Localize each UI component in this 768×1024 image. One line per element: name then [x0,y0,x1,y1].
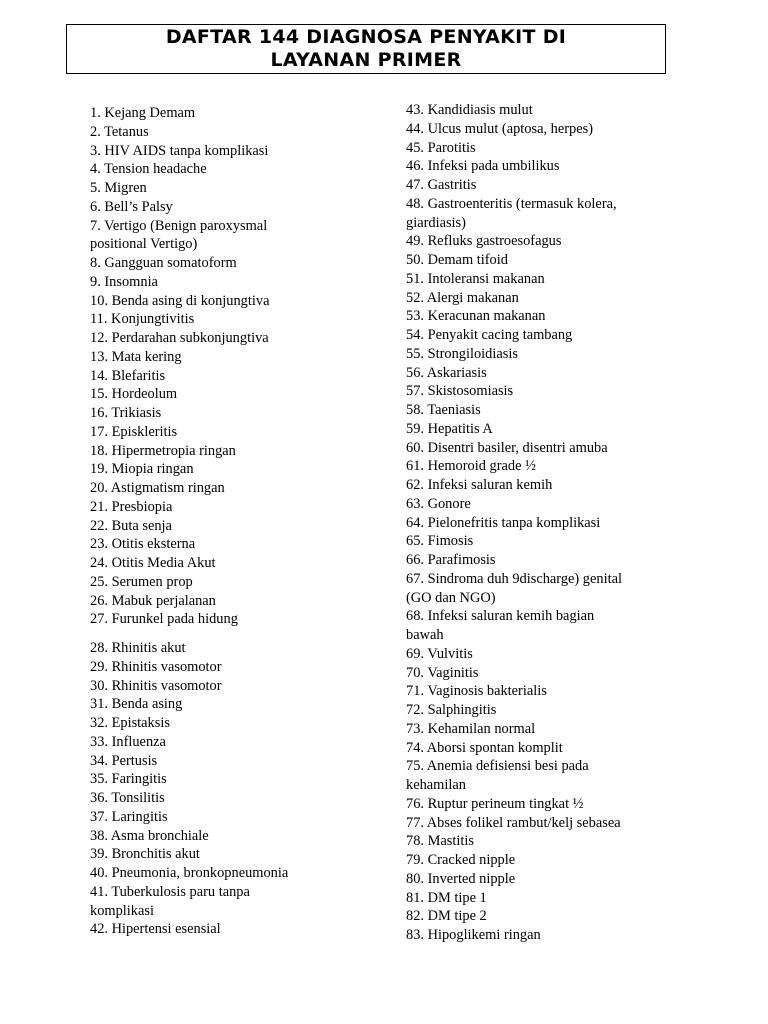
diagnosis-list-item [406,457,676,476]
diagnosis-item-text: 6. Bell’s Palsy [90,198,173,215]
diagnosis-item-text: 73. Kehamilan normal [406,720,536,737]
diagnosis-list-item [90,883,360,921]
diagnosis-list-item [90,442,360,461]
diagnosis-list-item [90,789,360,808]
diagnosis-list-item [90,160,360,179]
diagnosis-item-text: 27. Furunkel pada hidung [90,611,238,628]
diagnosis-list-item [406,232,676,251]
diagnosis-item-text: 23. Otitis eksterna [90,536,196,553]
diagnosis-item-text: 40. Pneumonia, bronkopneumonia [90,865,289,881]
diagnosis-item-text: 30. Rhinitis vasomotor [90,677,222,694]
diagnosis-item-text: 56. Askariasis [406,364,487,381]
diagnosis-list-item [406,345,676,364]
diagnosis-list-item [406,532,676,551]
diagnosis-item-text-continued: kehamilan [406,777,466,793]
diagnosis-list-item [406,401,676,420]
diagnosis-list-item [90,517,360,536]
diagnosis-list-item [406,439,676,458]
diagnosis-list-item [406,739,676,758]
diagnosis-list-item [90,142,360,161]
diagnosis-item-text: 34. Pertusis [90,752,158,769]
diagnosis-list-item [90,639,360,658]
diagnosis-list-item [90,292,360,311]
diagnosis-item-text: 14. Blefaritis [90,367,166,384]
diagnosis-item-text: 41. Tuberkulosis paru tanpa [90,883,250,900]
diagnosis-list-item [406,157,676,176]
document-title-line-1: DAFTAR 144 DIAGNOSA PENYAKIT DI [165,26,567,48]
diagnosis-item-text: 11. Konjungtivitis [90,311,195,328]
diagnosis-list-item [90,714,360,733]
diagnosis-item-text: 22. Buta senja [90,517,172,534]
diagnosis-list-item [406,682,676,701]
diagnosis-list-item [90,610,360,629]
diagnosis-list-item [90,104,360,123]
diagnosis-item-text: 17. Episkleritis [90,423,178,440]
diagnosis-item-text: 65. Fimosis [406,533,474,550]
diagnosis-list-item [90,460,360,479]
diagnosis-item-text: 25. Serumen prop [90,573,193,590]
diagnosis-list-item [90,752,360,771]
diagnosis-list-item [90,770,360,789]
diagnosis-item-text: 45. Parotitis [406,139,476,156]
diagnosis-item-text: 66. Parafimosis [406,552,496,568]
diagnosis-item-text: 13. Mata kering [90,348,182,365]
diagnosis-item-text-continued: bawah [406,627,444,643]
diagnosis-list-item [90,658,360,677]
diagnosis-item-text: 52. Alergi makanan [406,289,519,306]
diagnosis-item-text: 83. Hipoglikemi ringan [406,927,541,943]
diagnosis-item-text-continued: komplikasi [90,902,154,919]
diagnosis-item-text: 10. Benda asing di konjungtiva [90,292,270,309]
diagnosis-list-item [90,535,360,554]
diagnosis-list-item [90,920,360,939]
diagnosis-item-text: 16. Trikiasis [90,405,162,421]
diagnosis-item-text: 79. Cracked nipple [406,852,516,868]
diagnosis-list-item [90,254,360,273]
diagnosis-list-item [90,348,360,367]
diagnosis-item-text: 75. Anemia defisiensi besi pada [406,758,589,775]
diagnosis-item-text: 26. Mabuk perjalanan [90,592,216,609]
diagnosis-item-text: 31. Benda asing [90,696,183,713]
diagnosis-list-item [90,310,360,329]
diagnosis-list-item [406,701,676,720]
diagnosis-item-text: 55. Strongiloidiasis [406,345,518,362]
diagnosis-list-item [406,720,676,739]
diagnosis-item-text: 47. Gastritis [406,177,477,193]
diagnosis-item-text: 62. Infeksi saluran kemih [406,477,553,493]
diagnosis-list-item [406,907,676,926]
diagnosis-item-text: 20. Astigmatism ringan [90,480,225,496]
diagnosis-list-item [406,495,676,514]
diagnosis-item-text: 15. Hordeolum [90,386,178,403]
diagnosis-item-text: 2. Tetanus [90,123,149,140]
diagnosis-item-text: 74. Aborsi spontan komplit [406,739,563,756]
diagnosis-list-item [406,757,676,795]
diagnosis-item-text: 60. Disentri basiler, disentri amuba [406,439,608,456]
diagnosis-list-right-column [406,101,676,945]
diagnosis-item-text: 63. Gonore [406,495,471,512]
diagnosis-item-text: 64. Pielonefritis tanpa komplikasi [406,514,601,531]
diagnosis-item-text: 76. Ruptur perineum tingkat ½ [406,795,584,812]
diagnosis-list-item [406,326,676,345]
diagnosis-item-text: 49. Refluks gastroesofagus [406,233,562,250]
diagnosis-item-text: 4. Tension headache [90,161,207,178]
diagnosis-list-item [406,251,676,270]
diagnosis-list-item [406,195,676,233]
diagnosis-item-text: 67. Sindroma duh 9discharge) genital [406,570,622,587]
diagnosis-item-text: 53. Keracunan makanan [406,308,546,325]
diagnosis-item-text: 70. Vaginitis [406,664,479,681]
diagnosis-item-text: 58. Taeniasis [406,402,481,418]
diagnosis-item-text: 38. Asma bronchiale [90,827,209,844]
diagnosis-item-text-continued: giardiasis) [406,214,466,231]
diagnosis-item-text: 48. Gastroenteritis (termasuk kolera, [406,195,617,212]
diagnosis-list-item [90,123,360,142]
diagnosis-item-text: 18. Hipermetropia ringan [90,442,236,459]
diagnosis-item-text: 9. Insomnia [90,273,158,290]
diagnosis-list-item [406,795,676,814]
diagnosis-item-text: 77. Abses folikel rambut/kelj sebasea [406,814,621,831]
diagnosis-item-text: 46. Infeksi pada umbilikus [406,158,560,175]
diagnosis-item-text: 21. Presbiopia [90,498,173,515]
diagnosis-item-text: 7. Vertigo (Benign paroxysmal [90,217,268,234]
diagnosis-item-text: 42. Hipertensi esensial [90,921,221,938]
diagnosis-list-item [406,832,676,851]
diagnosis-item-text: 24. Otitis Media Akut [90,555,216,571]
diagnosis-list-item [90,479,360,498]
diagnosis-item-text: 39. Bronchitis akut [90,846,200,863]
diagnosis-item-text: 69. Vulvitis [406,645,473,662]
diagnosis-list-item [90,367,360,386]
diagnosis-list-item [90,592,360,611]
document-title-box [66,24,666,74]
diagnosis-item-text: 19. Miopia ringan [90,461,194,478]
diagnosis-list-item [406,420,676,439]
diagnosis-list-item [406,514,676,533]
diagnosis-item-text: 8. Gangguan somatoform [90,255,237,271]
diagnosis-list-item [406,607,676,645]
diagnosis-list-item [406,570,676,608]
diagnosis-item-text: 71. Vaginosis bakterialis [406,683,547,700]
diagnosis-item-text: 82. DM tipe 2 [406,908,487,925]
diagnosis-list-item [90,733,360,752]
diagnosis-list-item [90,864,360,883]
diagnosis-item-text: 51. Intoleransi makanan [406,270,545,287]
diagnosis-item-text: 1. Kejang Demam [90,105,196,121]
diagnosis-item-text: 32. Epistaksis [90,715,170,731]
diagnosis-list-item [406,382,676,401]
diagnosis-list-item [90,179,360,198]
diagnosis-item-text: 78. Mastitis [406,833,474,850]
diagnosis-list-item [90,404,360,423]
diagnosis-list-item [406,851,676,870]
diagnosis-list-item [90,845,360,864]
diagnosis-list-item [406,664,676,683]
diagnosis-list-item [90,385,360,404]
diagnosis-list-item [406,814,676,833]
diagnosis-list-left-column [90,104,360,939]
diagnosis-list-item [90,423,360,442]
diagnosis-item-text: 28. Rhinitis akut [90,640,186,656]
diagnosis-list-item [406,176,676,195]
diagnosis-item-text: 72. Salphingitis [406,702,497,718]
diagnosis-list-item [90,273,360,292]
diagnosis-list-item [90,695,360,714]
diagnosis-item-text: 36. Tonsilitis [90,790,165,806]
diagnosis-item-text: 80. Inverted nipple [406,870,516,887]
document-title-line-2: LAYANAN PRIMER [270,49,462,71]
diagnosis-list-item [406,889,676,908]
diagnosis-list-item [90,217,360,255]
diagnosis-item-text: 59. Hepatitis A [406,420,493,437]
diagnosis-item-text: 3. HIV AIDS tanpa komplikasi [90,142,269,159]
diagnosis-item-text: 43. Kandidiasis mulut [406,102,533,118]
diagnosis-item-text: 44. Ulcus mulut (aptosa, herpes) [406,120,594,137]
diagnosis-list-item [406,120,676,139]
diagnosis-list-item [90,677,360,696]
diagnosis-list-item [406,307,676,326]
diagnosis-item-text: 29. Rhinitis vasomotor [90,658,222,675]
diagnosis-list-item [90,198,360,217]
diagnosis-item-text: 68. Infeksi saluran kemih bagian [406,608,595,625]
diagnosis-item-text: 12. Perdarahan subkonjungtiva [90,330,269,346]
diagnosis-item-text: 54. Penyakit cacing tambang [406,327,573,343]
diagnosis-list-item [406,645,676,664]
diagnosis-item-text: 5. Migren [90,180,147,196]
diagnosis-list-item [406,270,676,289]
diagnosis-item-text: 33. Influenza [90,733,166,750]
diagnosis-item-text-continued: (GO dan NGO) [406,589,496,606]
diagnosis-list-item [90,554,360,573]
diagnosis-list-item [406,364,676,383]
diagnosis-list-item [406,101,676,120]
diagnosis-list-item [90,498,360,517]
diagnosis-list-item [406,139,676,158]
diagnosis-item-text: 81. DM tipe 1 [406,889,487,906]
diagnosis-list-item [90,329,360,348]
diagnosis-item-text: 50. Demam tifoid [406,252,508,268]
diagnosis-item-text: 57. Skistosomiasis [406,383,514,400]
diagnosis-list-item [406,476,676,495]
diagnosis-list-item [90,808,360,827]
diagnosis-item-text: 61. Hemoroid grade ½ [406,458,536,475]
diagnosis-list-item [406,870,676,889]
diagnosis-item-text: 35. Faringitis [90,771,167,788]
diagnosis-list-item [406,551,676,570]
diagnosis-item-text: 37. Laringitis [90,808,168,825]
diagnosis-list-item [90,573,360,592]
diagnosis-list-item [406,289,676,308]
diagnosis-list-item [90,827,360,846]
list-spacer [90,629,360,639]
diagnosis-item-text-continued: positional Vertigo) [90,236,198,253]
diagnosis-list-item [406,926,676,945]
